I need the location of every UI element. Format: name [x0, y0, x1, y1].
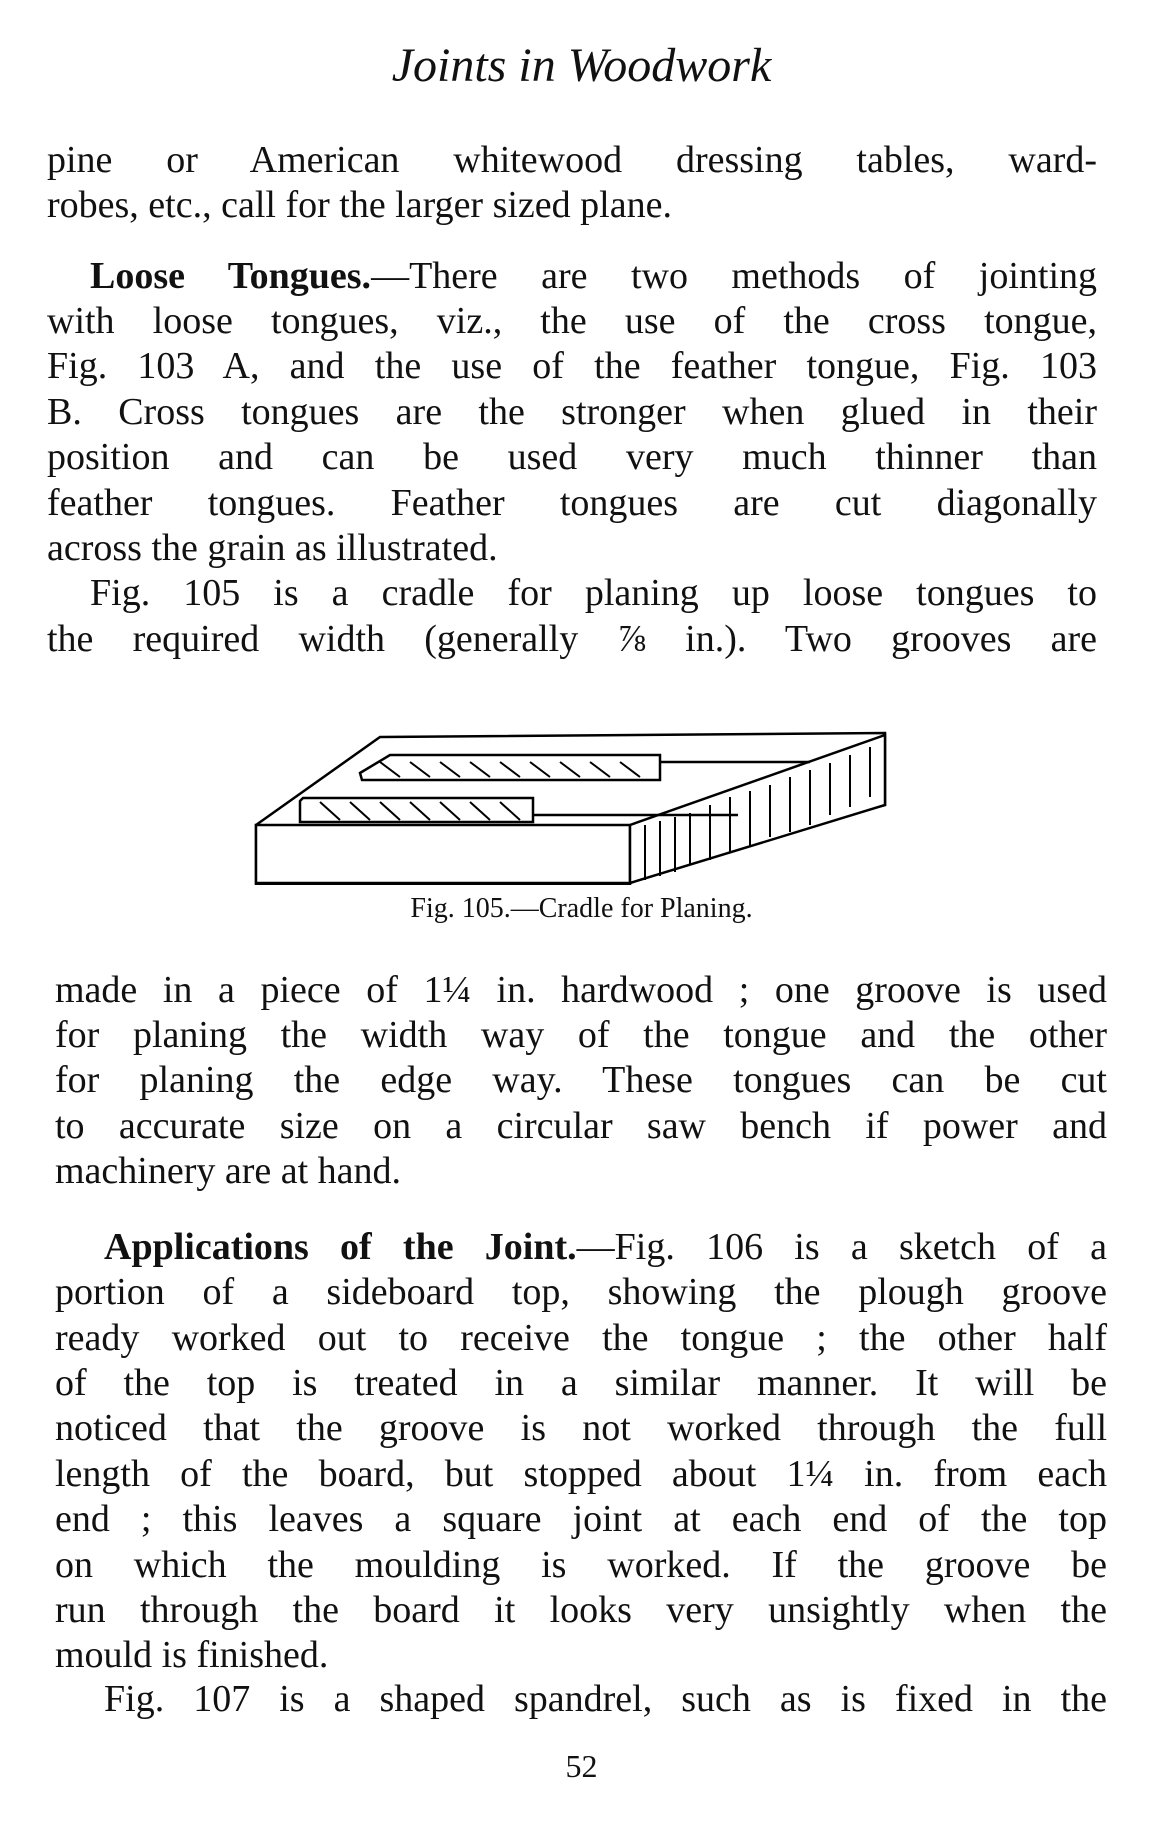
- text-line: across the grain as illustrated.: [47, 527, 498, 569]
- text-line: the required width (generally ⅞ in.). Two grooves are: [47, 618, 1097, 660]
- text-line: [104, 1225, 1107, 1270]
- text-line: for planing the edge way. These tongues can be cut: [55, 1059, 1107, 1101]
- section-heading: Loose Tongues.: [90, 255, 372, 297]
- section-heading: Applications of the Joint.: [104, 1226, 577, 1268]
- text-line: ready worked out to receive the tongue ; the other half: [55, 1317, 1107, 1359]
- text-line: for planing the width way of the tongue and the other: [55, 1014, 1107, 1056]
- text-run: —Fig. 106 is a sketch of a: [576, 1226, 1107, 1268]
- figure-caption: Fig. 105.—Cradle for Planing.: [410, 893, 753, 924]
- text-line: to accurate size on a circular saw bench if power and: [55, 1105, 1107, 1147]
- text-line: Fig. 105 is a cradle for planing up loose tongues to: [90, 572, 1097, 614]
- text-line: pine or American whitewood dressing tables, ward-: [47, 139, 1097, 181]
- text-line: portion of a sideboard top, showing the plough groove: [55, 1271, 1107, 1313]
- text-line: B. Cross tongues are the stronger when glued in their: [47, 391, 1097, 433]
- text-line: Fig. 103 A, and the use of the feather tongue, Fig. 103: [47, 345, 1097, 387]
- text-line: mould is finished.: [55, 1634, 329, 1676]
- cradle-illustration: [250, 725, 910, 885]
- text-line: made in a piece of 1¼ in. hardwood ; one groove is used: [55, 969, 1107, 1011]
- text-line: with loose tongues, viz., the use of the cross tongue,: [47, 300, 1097, 342]
- text-run: —There are two methods of jointing: [371, 255, 1098, 297]
- running-header: Joints in Woodwork: [391, 39, 772, 92]
- text-line: end ; this leaves a square joint at each end of the top: [55, 1498, 1107, 1540]
- text-line: feather tongues. Feather tongues are cut diagonally: [47, 482, 1097, 524]
- text-line: noticed that the groove is not worked through the full: [55, 1407, 1107, 1449]
- text-line: machinery are at hand.: [55, 1150, 402, 1192]
- text-line: position and can be used very much thinner than: [47, 436, 1097, 478]
- text-line: robes, etc., call for the larger sized plane.: [47, 184, 672, 226]
- page-number: 52: [565, 1748, 598, 1784]
- text-line: Fig. 107 is a shaped spandrel, such as is fixed in the: [104, 1678, 1107, 1720]
- text-line: [90, 254, 1097, 299]
- text-line: on which the moulding is worked. If the groove be: [55, 1544, 1107, 1586]
- text-line: run through the board it looks very unsightly when the: [55, 1589, 1107, 1631]
- text-line: of the top is treated in a similar manner. It will be: [55, 1362, 1107, 1404]
- text-line: length of the board, but stopped about 1¼ in. from each: [55, 1453, 1107, 1495]
